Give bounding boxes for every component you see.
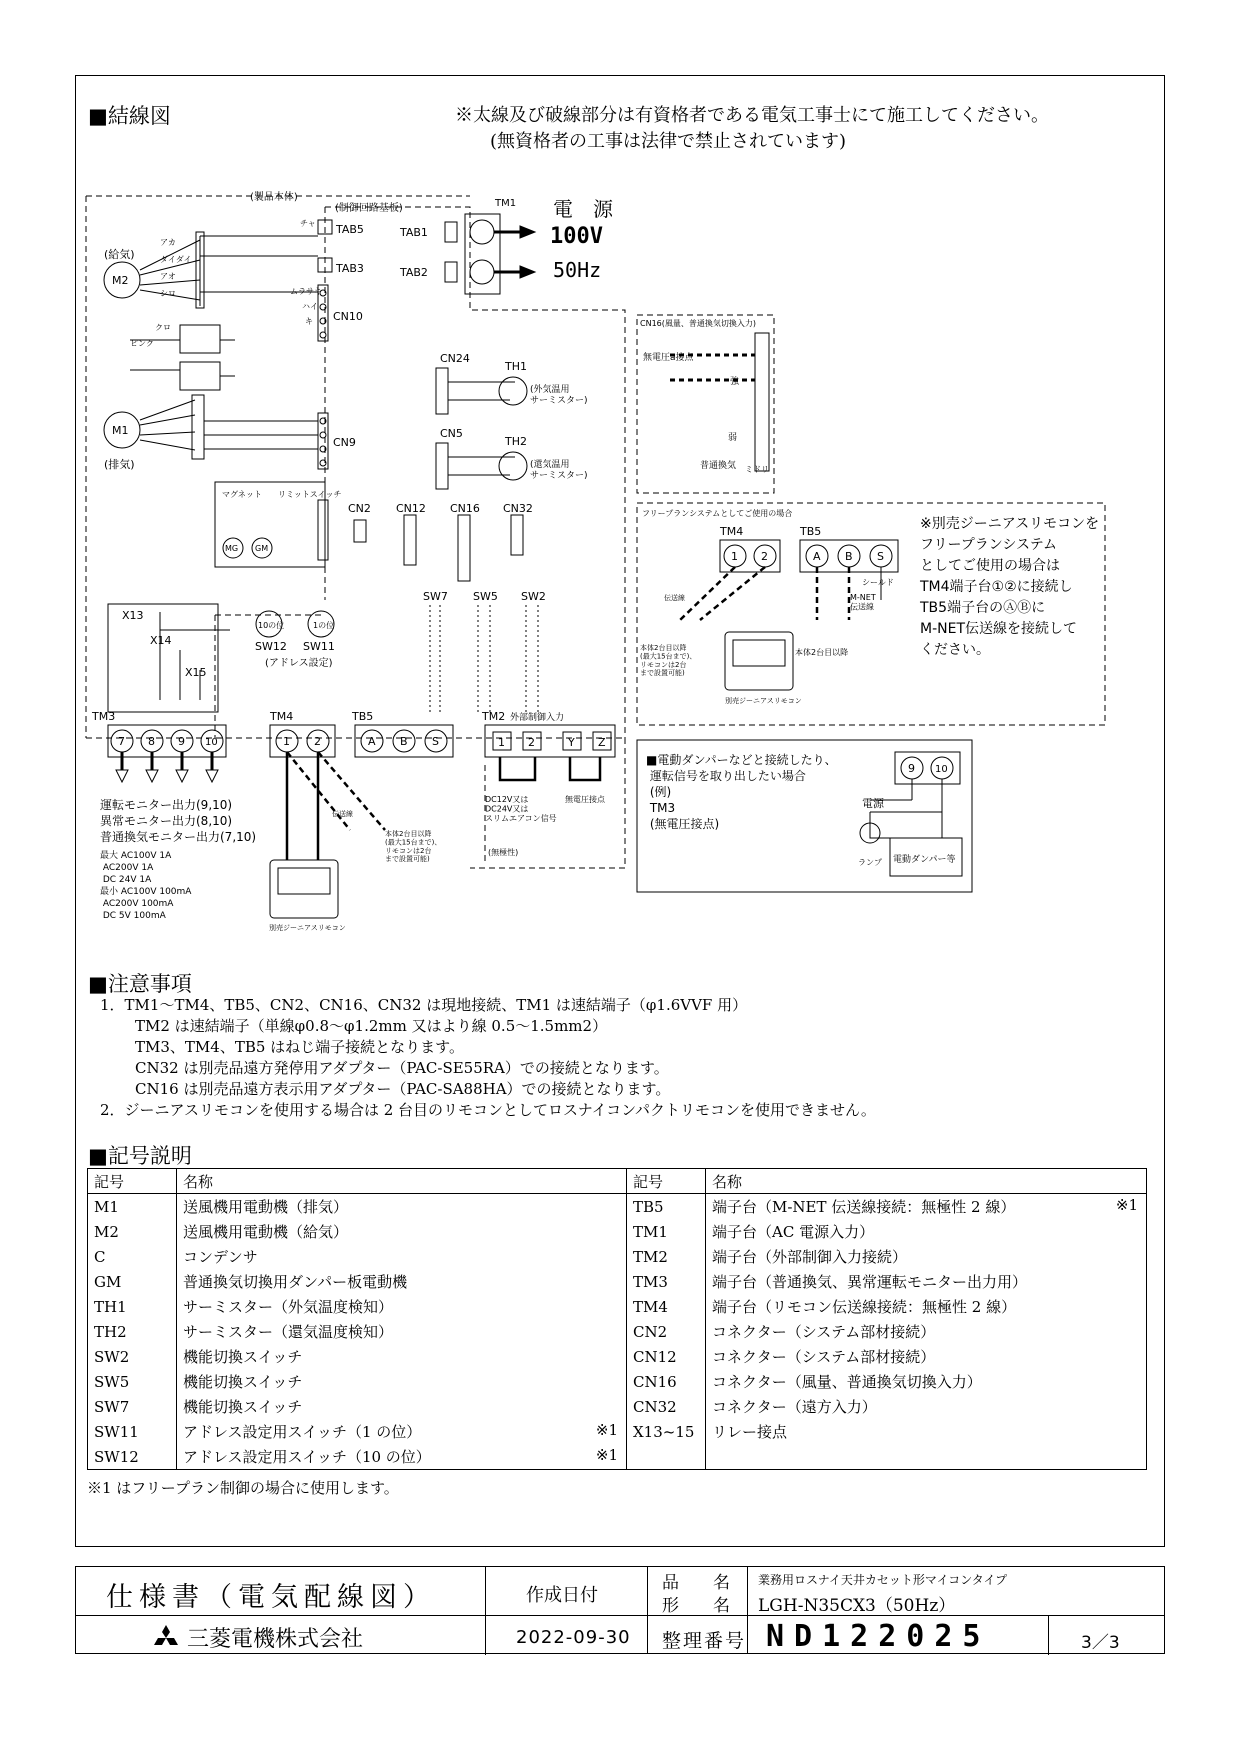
output-labels [100,797,256,845]
legend-name-right [706,1394,1147,1419]
label-normal-vent: 普通換気 [700,461,737,471]
legend-header-symbol: 記号 [88,1169,177,1194]
legend-symbol [88,1294,177,1319]
legend-row [88,1294,1147,1319]
product-name: 業務用ロスナイ天井カセット形マイコンタイプ [758,1573,1008,1587]
legend-name-right [706,1194,1147,1220]
legend-row [88,1344,1147,1369]
note-1: 1．TM1～TM4、TB5、CN2、CN16、CN32 は現地接続、TM1 は速結端子（φ1.6VVF 用） [100,996,748,1014]
label-x14: X14 [150,634,172,647]
label-wire-ao: アオ [160,272,176,281]
fp-tm4-term-1: 1 [731,550,738,563]
label-wire-midori: ミドリ [745,465,769,474]
label-sw7: SW7 [423,590,448,603]
legend-symbol-text: SW5 [94,1372,130,1391]
label-m1: M1 [112,424,129,437]
tm4-block [270,725,335,757]
legend-name-right-text: コネクター（風量、普通換気切換入力） [712,1373,982,1391]
label-sw5: SW5 [473,590,498,603]
legend-symbol-text: SW2 [94,1347,130,1366]
label-wire-daidai: ダイダイ [160,255,192,264]
label-wire-kuro: クロ [155,323,171,332]
label-gm: GM [255,544,269,553]
label-remote-sold-2: 別売ジーニアスリモコン [725,697,802,705]
legend-name-right-text: 端子台（リモコン伝送線接続：無極性 2 線） [712,1298,1017,1316]
legend-symbol-right-text: TM2 [633,1247,668,1266]
legend-name [177,1344,627,1369]
legend-name-text: 普通換気切換用ダンパー板電動機 [183,1273,408,1291]
legend-symbol [88,1444,177,1470]
legend-row [88,1219,1147,1244]
legend-name-right-text: コネクター（システム部材接続） [712,1348,936,1366]
label-lamp: ランプ [858,858,882,867]
label-tb5: TB5 [352,710,374,723]
legend-symbol-right-text: TB5 [633,1197,664,1216]
legend-symbol-right-text: TM1 [633,1222,668,1241]
legend-row [88,1369,1147,1394]
damper-note: ■電動ダンパーなどと接続したり、 運転信号を取り出したい場合 (例) TM3 (無電圧接点) [646,753,837,831]
tb5-term-s: S [432,735,439,748]
legend-name [177,1369,627,1394]
label-wire-murasaki: ムラサキ [290,287,322,296]
tb5-term-b: B [400,735,408,748]
legend-symbol-right [627,1244,706,1269]
legend-footnote: ※1 はフリープラン制御の場合に使用します。 [87,1479,399,1497]
label-tab3: TAB3 [336,262,364,275]
note-1c: TM3、TM4、TB5 はねじ端子接続となります。 [135,1038,464,1056]
label-product-body: (製品本体) [250,192,298,203]
label-tm2: TM2 [482,710,506,723]
legend-name-text: 機能切換スイッチ [183,1348,303,1366]
label-transmission-1: 伝送線 [332,810,353,818]
label-max-note-1: 本体2台目以降(最大15台まで)、リモコンは2台まで設置可能) [385,830,442,864]
legend-symbol-text: TH2 [94,1322,127,1341]
label-sw2: SW2 [521,590,546,603]
label-ones-place: 1の位 [313,621,335,630]
tm3-term-8: 8 [148,735,155,748]
legend-name-right-text: コネクター（システム部材接続） [712,1323,936,1341]
legend-name-right [706,1269,1147,1294]
legend-symbol-right [627,1369,706,1394]
legend-name [177,1419,627,1444]
legend-symbol-text: M2 [94,1222,119,1241]
out-normal: 普通換気モニター出力(7,10) [100,830,257,844]
legend-name-right [706,1219,1147,1244]
label-control-board: (制御回路基板) [335,203,403,214]
label-cn9: CN9 [333,436,356,449]
legend-symbol-text: C [94,1247,106,1266]
tm2-term-y: Y [568,736,575,749]
created-date: 2022-09-30 [516,1627,631,1648]
warning-line2: (無資格者の工事は法律で禁止されています) [490,131,847,152]
tm2-term-2: 2 [528,736,535,749]
label-wire-hai: ハイ [302,302,318,311]
wiring-heading: ■結線図 [88,104,171,128]
label-th1-desc: (外気温用サーミスター) [530,385,588,406]
label-limit-switch: リミットスイッチ [278,490,342,499]
legend-name-right [706,1369,1147,1394]
created-label: 作成日付 [526,1585,598,1606]
label-no-voltage: 無電圧a接点 [643,353,694,363]
legend-symbol-text: TH1 [94,1297,127,1316]
legend-mark: ※1 [595,1421,618,1439]
tm3-term-10: 10 [205,737,218,748]
warning-line1: ※太線及び破線部分は有資格者である電気工事士にて施工してください。 [455,105,1049,126]
label-th2-desc: (還気温用サーミスター) [530,460,588,481]
legend-row [88,1419,1147,1444]
legend-symbol-right [627,1294,706,1319]
legend-symbol [88,1394,177,1419]
legend-symbol-text: SW7 [94,1397,130,1416]
label-damper-power: 電源 [862,797,884,810]
power-voltage: 100V [550,224,603,249]
label-damper: 電動ダンパー等 [893,855,956,865]
notes-heading: ■注意事項 [88,972,192,996]
label-m2-role: (給気) [104,248,135,261]
legend-name-text: 機能切換スイッチ [183,1398,303,1416]
legend-name-right [706,1319,1147,1344]
legend-name-right-text: 端子台（AC 電源入力） [712,1223,875,1241]
legend-symbol [88,1319,177,1344]
legend-symbol-right-text: CN2 [633,1322,668,1341]
label-dc-input: DC12V又は DC24V又はスリムエアコン信号 [485,795,557,824]
legend-name-right [706,1419,1147,1444]
tm2-term-z: Z [598,736,606,749]
label-wire-shiro: シロ [160,289,176,298]
label-tab1: TAB1 [400,226,428,239]
legend-symbol-right-text: X13~15 [633,1422,695,1441]
label-wire-pink: ピンク [130,339,154,348]
fp-tm4-term-2: 2 [761,550,768,563]
mitsubishi-logo-icon [152,1625,180,1651]
label-wire-ki: キ [305,317,313,326]
legend-mark-right: ※1 [1115,1196,1138,1214]
label-tm3: TM3 [92,710,116,723]
legend-name [177,1244,627,1269]
legend-symbol-right-text: CN16 [633,1372,677,1391]
legend-row [88,1394,1147,1419]
legend-name-text: サーミスター（外気温度検知） [183,1298,394,1316]
legend-symbol [88,1419,177,1444]
label-cn10: CN10 [333,310,363,323]
tm4-term-1: 1 [283,735,290,748]
damper-term-9: 9 [908,762,915,775]
legend-name-right-text: 端子台（M-NET 伝送線接続：無極性 2 線） [712,1198,1016,1216]
legend-name [177,1319,627,1344]
legend-symbol-right-text: TM4 [633,1297,668,1316]
legend-name-right [706,1344,1147,1369]
legend-name-right-text: 端子台（外部制御入力接続） [712,1248,908,1266]
label-tab2: TAB2 [400,266,428,279]
label-wire-cha: チャ [300,219,316,228]
out-run: 運転モニター出力(9,10) [100,798,233,812]
doc-title: 仕様書（電気配線図） [106,1582,436,1613]
fp-tb5-term-b: B [845,550,853,563]
label-second-unit: 本体2台目以降 [795,648,849,657]
label-sw12: SW12 [255,640,287,653]
label-free-plan-title: フリープランシステムとしてご使用の場合 [642,509,793,518]
legend-symbol-right [627,1269,706,1294]
legend-name-text: アドレス設定用スイッチ（10 の位） [183,1448,431,1466]
legend-symbol-right-text: TM3 [633,1272,668,1291]
legend-mark: ※1 [595,1446,618,1464]
label-x13: X13 [122,609,144,622]
label-mg: MG [225,544,239,553]
legend-header-name-2: 名称 [706,1169,1147,1194]
label-shield: シールド [862,578,894,587]
legend-name-text: 機能切換スイッチ [183,1373,303,1391]
note-1b: TM2 は速結端子（単線φ0.8～φ1.2mm 又はより線 0.5～1.5mm2） [135,1017,608,1035]
company-name: 三菱電機株式会社 [187,1627,364,1652]
label-cn12: CN12 [396,502,426,515]
legend-symbol-right [627,1444,706,1470]
legend-name [177,1444,627,1470]
tm3-term-7: 7 [118,735,125,748]
legend-name-text: サーミスター（還気温度検知） [183,1323,394,1341]
legend-name [177,1194,627,1220]
legend-heading: ■記号説明 [88,1144,192,1168]
legend-row [88,1444,1147,1470]
label-sw-addr: (アドレス設定) [265,658,333,669]
legend-name-text: アドレス設定用スイッチ（1 の位） [183,1423,422,1441]
tm1-terminal-2 [470,260,494,284]
model-name: LGH-N35CX3（50Hz） [758,1596,956,1616]
tm3-term-9: 9 [178,735,185,748]
note-1e: CN16 は別売品遠方表示用アダプター（PAC-SA88HA）での接続となります。 [135,1080,671,1098]
tm2-term-1: 1 [498,736,505,749]
tm4-term-2: 2 [314,735,321,748]
label-tm1: TM1 [495,198,517,209]
title-block [75,1566,1165,1654]
legend-header-symbol-2: 記号 [627,1169,706,1194]
legend-name-right-text: リレー接点 [712,1423,788,1441]
label-th2: TH2 [505,435,527,448]
label-m1-role: (排気) [104,458,135,471]
legend-symbol [88,1269,177,1294]
legend-name-right [706,1444,1147,1470]
label-cn2: CN2 [348,502,371,515]
legend-symbol [88,1244,177,1269]
legend-name [177,1219,627,1244]
label-dc-input-pol: (無極性) [488,848,519,857]
legend-symbol-text: SW11 [94,1422,139,1441]
company-row [152,1622,363,1653]
legend-symbol [88,1219,177,1244]
label-tab5: TAB5 [336,223,364,236]
legend-symbol-text: M1 [94,1197,119,1216]
legend-name-text: 送風機用電動機（排気） [183,1198,349,1216]
legend-name-text: コンデンサ [183,1248,258,1266]
legend-name [177,1294,627,1319]
legend-symbol-right-text: CN12 [633,1347,677,1366]
label-remote-sold-1: 別売ジーニアスリモコン [269,924,346,932]
power-label: 電 源 [553,197,613,221]
legend-name-right [706,1244,1147,1269]
label-tm4: TM4 [270,710,294,723]
note-1d: CN32 は別売品遠方発停用アダプター（PAC-SE55RA）での接続となります。 [135,1059,669,1077]
power-frequency: 50Hz [553,258,602,282]
legend-symbol-text: SW12 [94,1447,139,1466]
label-cn5: CN5 [440,427,463,440]
tb5-term-a: A [368,735,376,748]
label-m2: M2 [112,274,129,287]
label-wire-aka: アカ [160,238,176,247]
product-label: 品 名 [662,1573,730,1593]
label-mg-desc: マグネット [222,490,262,499]
label-nv-contact: 無電圧接点 [565,795,605,804]
label-x15: X15 [185,666,207,679]
tm1-terminal-1 [470,220,494,244]
legend-name-right-text: コネクター（遠方入力） [712,1398,877,1416]
free-plan-note: ※別売ジーニアスリモコンを フリープランシステム としてご使用の場合は TM4端子台①②に接続し TB5端子台のⒶⒷに M-NET伝送線を接続して ください。 [920,516,1100,658]
legend-symbol-right [627,1194,706,1220]
out-abnormal: 異常モニター出力(8,10) [100,814,233,828]
legend-row [88,1319,1147,1344]
label-tm2-title: 外部制御入力 [510,713,565,723]
label-th1: TH1 [505,360,527,373]
remote-controller-1 [270,860,338,918]
legend-name [177,1269,627,1294]
page-number: 3／3 [1081,1633,1120,1653]
legend-symbol [88,1194,177,1220]
label-cn16-title: CN16(風量、普通換気切換入力) [640,319,756,328]
damper-term-10: 10 [935,764,948,775]
legend-symbol-right [627,1344,706,1369]
fp-tb5-term-s: S [877,550,884,563]
label-cn24: CN24 [440,352,470,365]
label-strong: 強 [730,377,740,387]
label-cn32: CN32 [503,502,533,515]
label-tens-place: 10の位 [258,621,285,630]
legend-symbol-right-text: CN32 [633,1397,677,1416]
label-transmission-2: 伝送線 [664,594,685,602]
label-weak: 弱 [728,433,738,443]
legend-symbol-right [627,1319,706,1344]
label-tb5-b: TB5 [800,525,822,538]
note-2: 2．ジーニアスリモコンを使用する場合は 2 台目のリモコンとしてロスナイコンパクトリモコンを使用できません。 [100,1101,876,1119]
remote-controller-2 [725,632,793,690]
label-mnet: M-NET 伝送線 [850,593,876,612]
legend-name-right-text: 端子台（普通換気、異常運転モニター出力用） [712,1273,1028,1291]
legend-row [88,1194,1147,1220]
label-max-note-2: 本体2台目以降(最大15台まで)、リモコンは2台まで設置可能) [640,644,697,678]
legend-symbol [88,1344,177,1369]
legend-name-right [706,1294,1147,1319]
label-sw11: SW11 [303,640,335,653]
legend-symbol-text: GM [94,1272,122,1291]
legend-row [88,1269,1147,1294]
legend-header-name: 名称 [177,1169,627,1194]
label-cn16: CN16 [450,502,480,515]
ref-label: 整理番号 [662,1630,747,1652]
label-tm4-b: TM4 [720,525,744,538]
fp-tb5-term-a: A [813,550,821,563]
rating-text: 最大 AC100V 1A AC200V 1A DC 24V 1A 最小 AC100V 100mA AC200V 100mA DC 5V 100mA [100,851,192,921]
legend-table [87,1168,1147,1470]
legend-symbol-right [627,1219,706,1244]
model-label: 形 名 [662,1596,730,1616]
legend-symbol-right [627,1394,706,1419]
legend-name-text: 送風機用電動機（給気） [183,1223,349,1241]
ref-number: ND122025 [766,1619,991,1654]
legend-symbol-right [627,1419,706,1444]
legend-row [88,1244,1147,1269]
legend-name [177,1394,627,1419]
legend-symbol [88,1369,177,1394]
